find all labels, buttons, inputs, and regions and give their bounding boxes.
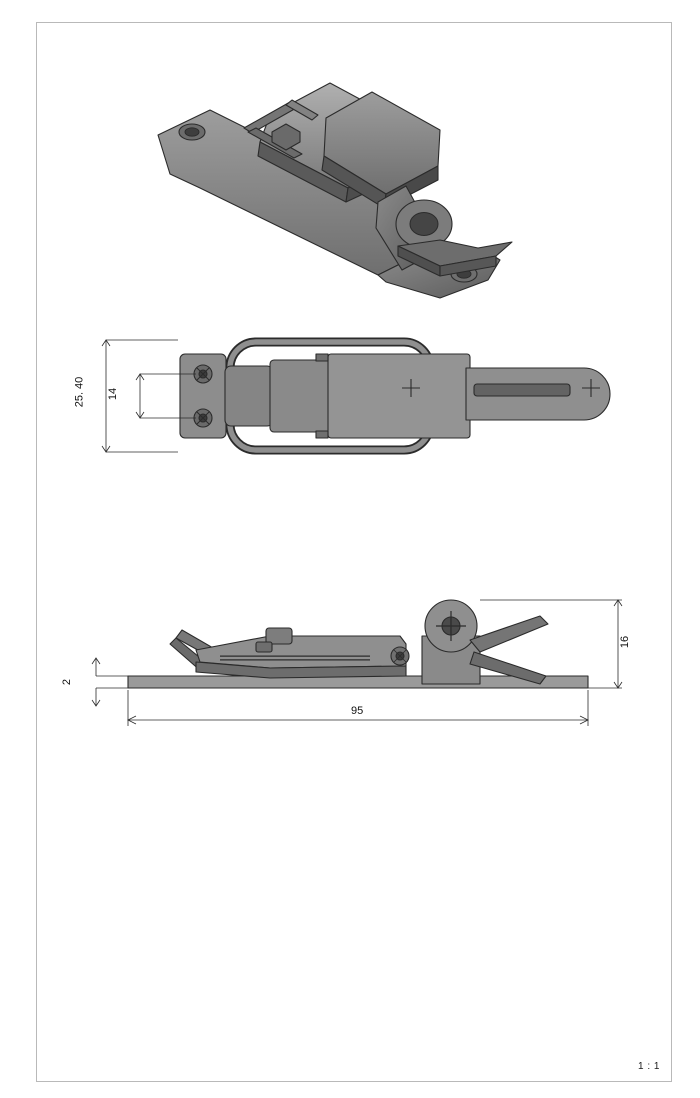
lever-neck xyxy=(270,360,334,432)
dim-overall-height: 25. 40 xyxy=(73,376,86,408)
pivot-block xyxy=(225,366,273,426)
dim-plate-thickness: 2 xyxy=(61,678,74,686)
scale-note: 1 : 1 xyxy=(638,1061,660,1072)
spring-arm-upper xyxy=(470,616,548,652)
isometric-view xyxy=(140,70,560,300)
side-view xyxy=(61,580,650,760)
dim-hole-spacing: 14 xyxy=(107,387,120,401)
catch-slot xyxy=(474,384,570,396)
top-view xyxy=(70,330,650,490)
lever-body xyxy=(328,354,470,438)
dim-hook-height: 16 xyxy=(619,635,632,649)
lever-arm-side xyxy=(196,636,406,668)
dim-overall-length: 95 xyxy=(351,705,364,717)
